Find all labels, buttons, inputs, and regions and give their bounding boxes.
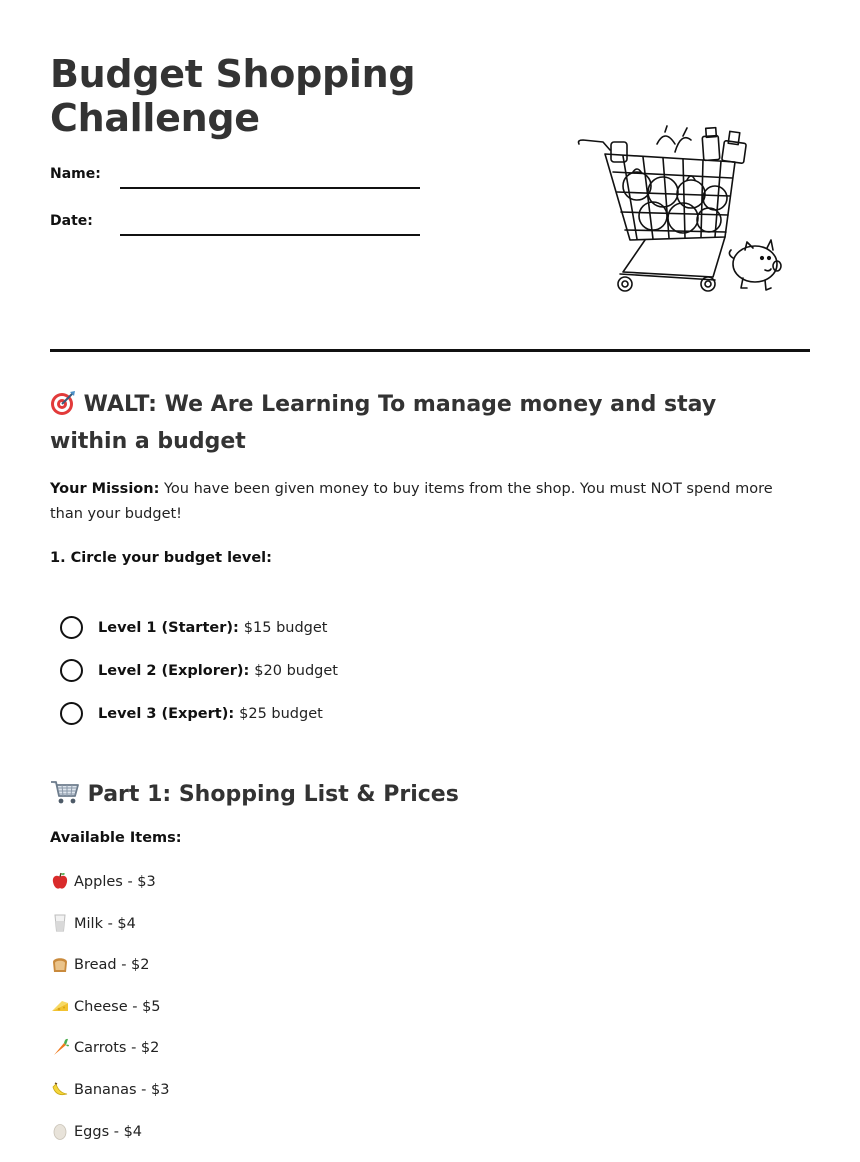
list-item [50, 1037, 169, 1079]
shopping-cart-illustration [575, 122, 785, 302]
carrot-icon [50, 1037, 70, 1057]
shopping-cart-icon [50, 779, 80, 805]
budget-level-list [60, 615, 560, 744]
milk-icon [50, 913, 70, 933]
mission-label: Your Mission: [50, 481, 160, 497]
mission-text [50, 477, 810, 527]
list-item [50, 996, 169, 1038]
bread-icon [50, 954, 70, 974]
list-item [50, 913, 169, 955]
item-text: Bananas - $3 [74, 1081, 170, 1098]
target-icon [50, 390, 76, 416]
walt-text: WALT: We Are Learning To manage money and stay within a budget [50, 392, 717, 454]
item-text: Apples - $3 [74, 874, 156, 890]
list-item [50, 871, 169, 913]
budget-level-label: Level 3 (Expert): [98, 705, 235, 722]
budget-level-label: Level 2 (Explorer): [98, 662, 250, 679]
budget-level-value: $20 budget [254, 662, 338, 679]
item-text: Eggs - $4 [74, 1123, 143, 1140]
worksheet-header [50, 0, 810, 352]
item-text: Cheese - $5 [74, 998, 161, 1015]
radio-circle-icon[interactable] [60, 702, 83, 725]
part1-heading-text: Part 1: Shopping List & Prices [87, 782, 459, 807]
available-items-list [50, 871, 169, 1162]
name-field[interactable] [50, 160, 420, 190]
budget-level-label: Level 1 (Starter): [98, 619, 239, 636]
date-field[interactable] [50, 207, 420, 237]
page-title: Budget Shopping Challenge [50, 52, 416, 140]
egg-icon [50, 1121, 70, 1141]
budget-question: 1. Circle your budget level: [50, 550, 272, 566]
budget-level-value: $15 budget [243, 619, 328, 636]
banana-icon [50, 1079, 70, 1099]
budget-level-2[interactable] [60, 658, 560, 683]
list-item [50, 954, 169, 996]
budget-level-3[interactable] [60, 701, 560, 726]
apple-icon [50, 871, 70, 891]
date-line[interactable] [120, 234, 420, 236]
date-label: Date: [50, 213, 93, 229]
radio-circle-icon[interactable] [60, 616, 83, 639]
cheese-icon [50, 996, 70, 1016]
budget-level-value: $25 budget [239, 705, 323, 722]
walt-heading [50, 386, 790, 460]
part1-heading [50, 776, 459, 813]
item-text: Bread - $2 [74, 957, 150, 974]
list-item [50, 1079, 169, 1121]
header-divider [50, 349, 810, 352]
item-text: Carrots - $2 [74, 1040, 160, 1057]
item-text: Milk - $4 [74, 915, 136, 932]
name-label: Name: [50, 166, 101, 182]
radio-circle-icon[interactable] [60, 659, 83, 682]
list-item [50, 1121, 169, 1162]
available-items-label: Available Items: [50, 830, 182, 846]
budget-level-1[interactable] [60, 615, 560, 640]
name-line[interactable] [120, 187, 420, 189]
mission-body: You have been given money to buy items from the shop. You must NOT spend more than your budget! [50, 481, 773, 522]
